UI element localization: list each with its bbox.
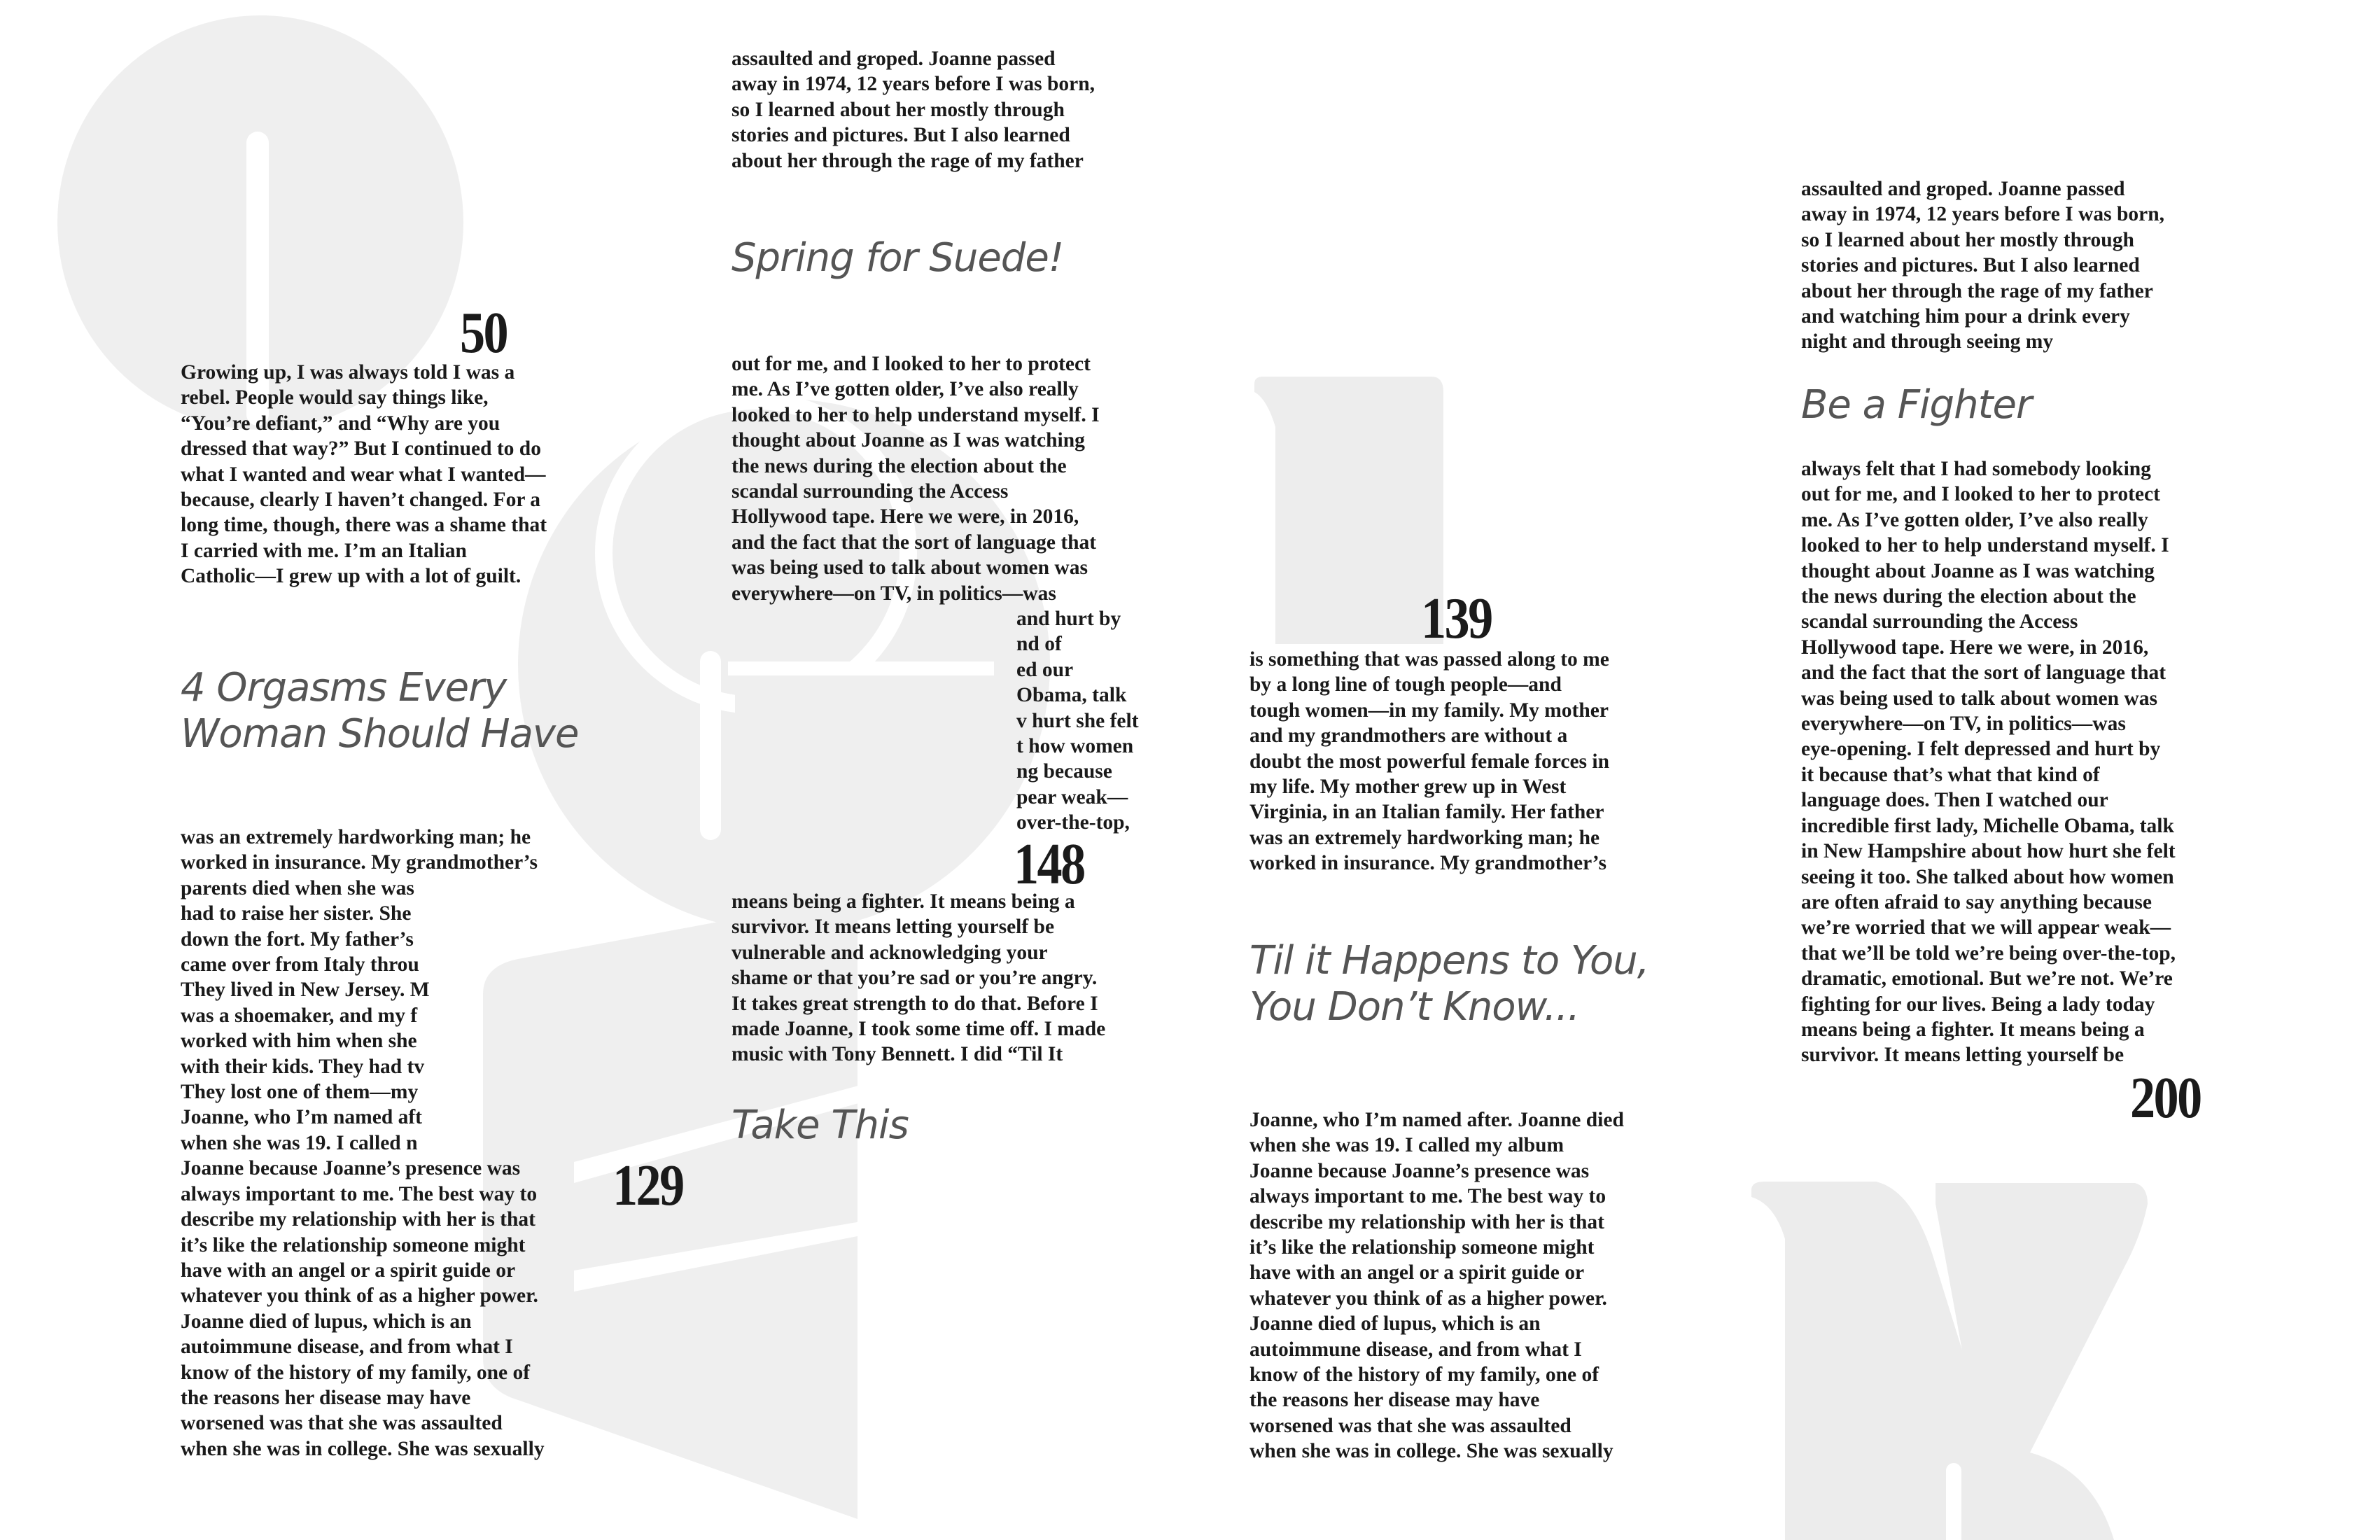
text-line: thought about Joanne as I was watching xyxy=(732,429,1085,452)
text-line: the reasons her disease may have xyxy=(181,1386,471,1409)
text-line: ng because xyxy=(1016,760,1112,783)
text-line: worsened was that she was assaulted xyxy=(1250,1414,1572,1437)
text-line: about her through the rage of my father xyxy=(732,149,1084,172)
article-text-col2-middle xyxy=(732,351,1100,606)
text-line: about her through the rage of my father xyxy=(1801,279,2153,302)
page-number-148: 148 xyxy=(1014,832,1084,897)
text-line: the reasons her disease may have xyxy=(1250,1389,1540,1412)
text-line: the news during the election about the xyxy=(732,454,1067,477)
text-line: Hollywood tape. Here we were, in 2016, xyxy=(1801,636,2149,659)
text-line: Take This xyxy=(732,1102,909,1148)
text-line: always important to me. The best way to xyxy=(181,1182,538,1205)
text-line: whatever you think of as a higher power. xyxy=(181,1284,538,1308)
text-line: and hurt by xyxy=(1016,608,1121,630)
text-line: and my grandmothers are without a xyxy=(1250,724,1568,748)
text-line: seeing it too. She talked about how women xyxy=(1801,865,2174,888)
text-line: the news during the election about the xyxy=(1801,585,2136,608)
article-text-col1-bottom xyxy=(181,825,545,1462)
text-line: is something that was passed along to me xyxy=(1250,648,1609,671)
text-line: Growing up, I was always told I was a xyxy=(181,361,515,384)
text-line: Woman Should Have xyxy=(181,711,579,757)
text-line: was being used to talk about women was xyxy=(1801,687,2157,710)
text-line: t how women xyxy=(1016,735,1134,758)
text-line: music with Tony Bennett. I did “Til It xyxy=(732,1043,1063,1066)
article-text-col2-top xyxy=(732,46,1095,174)
article-text-col4-bottom xyxy=(1801,456,2176,1068)
text-line: autoimmune disease, and from what I xyxy=(181,1336,513,1359)
text-line: shame or that you’re sad or you’re angry. xyxy=(732,967,1098,990)
text-line: “You’re defiant,” and “Why are you xyxy=(181,412,500,435)
text-line: in New Hampshire about how hurt she felt xyxy=(1801,840,2176,863)
text-line: and the fact that the sort of language that xyxy=(732,531,1097,554)
text-line: when she was in college. She was sexually xyxy=(181,1437,545,1460)
text-line: Til it Happens to You, xyxy=(1250,938,1649,983)
text-line: night and through seeing my xyxy=(1801,330,2054,354)
text-line: survivor. It means letting yourself be xyxy=(732,916,1055,939)
text-line: Joanne died of lupus, which is an xyxy=(1250,1312,1541,1336)
text-line: dressed that way?” But I continued to do xyxy=(181,438,541,461)
text-line: was an extremely hardworking man; he xyxy=(1250,826,1600,849)
text-line: with their kids. They had tv xyxy=(181,1055,425,1078)
text-line: incredible first lady, Michelle Obama, talk xyxy=(1801,814,2174,837)
text-line: stories and pictures. But I also learned xyxy=(1801,254,2140,277)
headline-til-it-happens xyxy=(1250,938,1649,1030)
text-line: Catholic—I grew up with a lot of guilt. xyxy=(181,565,522,588)
headline-take-this xyxy=(732,1102,909,1149)
text-line: worked with him when she xyxy=(181,1030,417,1053)
text-line: survivor. It means letting yourself be xyxy=(1801,1044,2124,1067)
text-line: me. As I’ve gotten older, I’ve also really xyxy=(732,378,1079,401)
text-line: dramatic, emotional. But we’re not. We’re xyxy=(1801,967,2173,990)
article-text-col1-top xyxy=(181,360,547,589)
text-line: doubt the most powerful female forces in xyxy=(1250,750,1610,773)
text-line: Hollywood tape. Here we were, in 2016, xyxy=(732,505,1079,528)
text-line: Obama, talk xyxy=(1016,684,1127,707)
text-line: whatever you think of as a higher power. xyxy=(1250,1287,1607,1310)
text-line: so I learned about her mostly through xyxy=(732,98,1065,121)
text-line: assaulted and groped. Joanne passed xyxy=(732,48,1056,70)
text-line: parents died when she was xyxy=(181,876,414,899)
text-line: Joanne because Joanne’s presence was xyxy=(181,1157,521,1180)
text-line: means being a fighter. It means being a xyxy=(732,890,1075,913)
article-text-col3-bottom xyxy=(1250,1107,1624,1464)
text-line: pear weak— xyxy=(1016,785,1128,808)
text-line: Spring for Suede! xyxy=(732,235,1064,281)
text-line: eye-opening. I felt depressed and hurt by xyxy=(1801,738,2161,761)
text-line: over-the-top, xyxy=(1016,811,1130,834)
text-line: away in 1974, 12 years before I was born, xyxy=(732,73,1095,96)
text-line: my life. My mother grew up in West xyxy=(1250,776,1567,799)
text-line: have with an angel or a spirit guide or xyxy=(181,1259,516,1282)
letter-k-graphic xyxy=(1751,1182,2148,1540)
page-number-129: 129 xyxy=(612,1153,683,1218)
page-number-139: 139 xyxy=(1421,586,1492,651)
text-line: have with an angel or a spirit guide or xyxy=(1250,1261,1585,1284)
text-line: was being used to talk about women was xyxy=(732,556,1088,580)
text-line: and the fact that the sort of language that xyxy=(1801,662,2166,685)
text-line: it’s like the relationship someone might xyxy=(181,1233,526,1256)
text-line: out for me, and I looked to her to protect xyxy=(1801,483,2160,506)
text-line: worked in insurance. My grandmother’s xyxy=(1250,852,1606,875)
text-line: out for me, and I looked to her to protect xyxy=(732,353,1091,375)
text-line: vulnerable and acknowledging your xyxy=(732,941,1048,964)
text-line: made Joanne, I took some time off. I made xyxy=(732,1018,1106,1041)
article-text-col3-top xyxy=(1250,647,1609,876)
text-line: know of the history of my family, one of xyxy=(181,1361,531,1384)
text-line: know of the history of my family, one of xyxy=(1250,1364,1600,1387)
text-line: v hurt she felt xyxy=(1016,709,1139,732)
text-line: so I learned about her mostly through xyxy=(1801,228,2134,251)
text-line: assaulted and groped. Joanne passed xyxy=(1801,178,2125,200)
text-line: when she was 19. I called my album xyxy=(1250,1134,1564,1157)
text-line: because, clearly I haven’t changed. For a xyxy=(181,489,541,512)
text-line: always felt that I had somebody looking xyxy=(1801,458,2151,480)
text-line: thought about Joanne as I was watching xyxy=(1801,559,2155,582)
text-line: They lived in New Jersey. M xyxy=(181,979,430,1002)
text-line: autoimmune disease, and from what I xyxy=(1250,1338,1582,1361)
text-line: 4 Orgasms Every xyxy=(181,665,507,710)
text-line: Be a Fighter xyxy=(1801,382,2032,428)
text-line: describe my relationship with her is that xyxy=(181,1208,536,1231)
text-line: You Don’t Know... xyxy=(1250,984,1580,1030)
text-line: looked to her to help understand myself. I xyxy=(732,403,1100,426)
text-line: Virginia, in an Italian family. Her father xyxy=(1250,801,1604,824)
text-line: had to raise her sister. She xyxy=(181,902,412,925)
text-line: are often afraid to say anything because xyxy=(1801,890,2152,913)
text-line: was an extremely hardworking man; he xyxy=(181,826,531,848)
text-line: scandal surrounding the Access xyxy=(1801,610,2078,634)
headline-spring-for-suede xyxy=(732,235,1063,281)
text-line: It takes great strength to do that. Before I xyxy=(732,992,1098,1015)
text-line: what I wanted and wear what I wanted— xyxy=(181,463,546,486)
text-line: was a shoemaker, and my f xyxy=(181,1004,418,1027)
text-line: rebel. People would say things like, xyxy=(181,386,489,410)
text-line: came over from Italy throu xyxy=(181,953,419,976)
text-line: it because that’s what that kind of xyxy=(1801,763,2100,786)
text-line: fighting for our lives. Being a lady today xyxy=(1801,993,2155,1016)
text-line: always important to me. The best way to xyxy=(1250,1185,1606,1208)
text-line: long time, though, there was a shame that xyxy=(181,514,547,537)
text-line: everywhere—on TV, in politics—was xyxy=(1801,713,2126,736)
text-line: Joanne, who I’m named after. Joanne died xyxy=(1250,1109,1624,1131)
text-line: I carried with me. I’m an Italian xyxy=(181,539,467,562)
text-line: worsened was that she was assaulted xyxy=(181,1412,503,1435)
article-text-col4-top xyxy=(1801,176,2164,355)
text-line: me. As I’ve gotten older, I’ve also really xyxy=(1801,508,2148,531)
text-line: away in 1974, 12 years before I was born, xyxy=(1801,203,2164,226)
text-line: describe my relationship with her is that xyxy=(1250,1210,1604,1233)
text-line: Joanne died of lupus, which is an xyxy=(181,1310,472,1333)
headline-4-orgasms xyxy=(181,665,579,757)
text-line: looked to her to help understand myself. I xyxy=(1801,534,2169,557)
text-line: nd of xyxy=(1016,633,1062,656)
text-line: language does. Then I watched our xyxy=(1801,789,2108,812)
text-line: it’s like the relationship someone might xyxy=(1250,1236,1595,1259)
text-line: worked in insurance. My grandmother’s xyxy=(181,851,538,874)
text-line: and watching him pour a drink every xyxy=(1801,305,2130,328)
text-line: scandal surrounding the Access xyxy=(732,480,1009,503)
text-line: everywhere—on TV, in politics—was xyxy=(732,582,1056,605)
text-line: we’re worried that we will appear weak— xyxy=(1801,916,2171,939)
article-text-col2-bottom xyxy=(732,889,1105,1068)
text-line: Joanne, who I’m named aft xyxy=(181,1106,422,1129)
text-line: that we’ll be told we’re being over-the-top, xyxy=(1801,941,2176,965)
headline-be-a-fighter xyxy=(1801,382,2031,428)
text-line: tough women—in my family. My mother xyxy=(1250,699,1609,722)
text-line: They lost one of them—my xyxy=(181,1081,419,1104)
text-line: when she was in college. She was sexually xyxy=(1250,1440,1614,1463)
page-number-200: 200 xyxy=(2130,1065,2201,1130)
text-line: by a long line of tough people—and xyxy=(1250,673,1562,696)
text-line: down the fort. My father’s xyxy=(181,927,414,951)
text-line: stories and pictures. But I also learned xyxy=(732,124,1070,147)
page-number-50: 50 xyxy=(460,300,507,365)
text-line: ed our xyxy=(1016,658,1074,681)
text-line: means being a fighter. It means being a xyxy=(1801,1018,2145,1041)
text-line: Joanne because Joanne’s presence was xyxy=(1250,1159,1590,1182)
article-text-col2-fragments xyxy=(1016,606,1139,836)
letter-l-graphic xyxy=(1254,377,1443,644)
text-line: when she was 19. I called n xyxy=(181,1131,418,1154)
